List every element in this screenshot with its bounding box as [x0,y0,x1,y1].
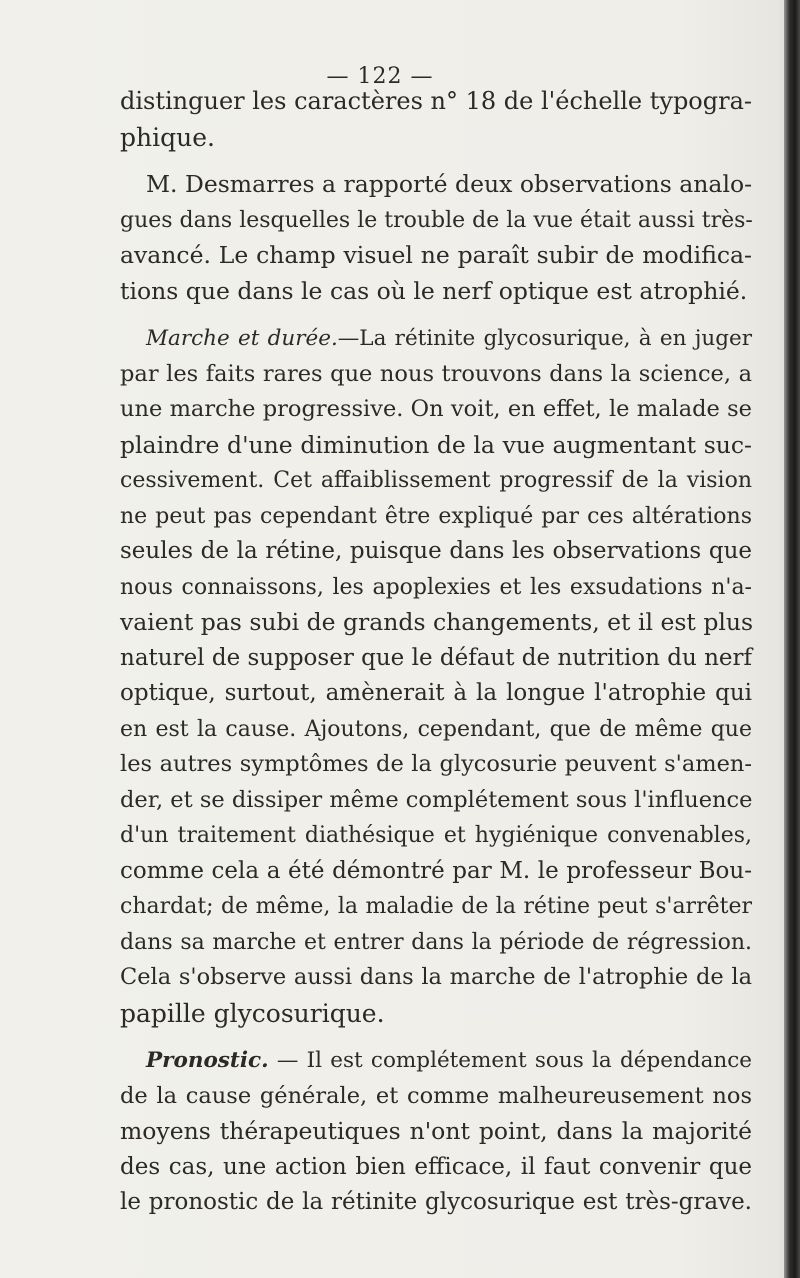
text-line: vaient pas subi de grands changements, et il est plus [120,608,754,636]
book-binding-edge [784,0,800,1278]
text-line: une marche progressive. On voit, en effet, le malade se [120,396,752,422]
text-line: le pronostic de la rétinite glycosurique est très-grave. [120,1189,752,1215]
text-line: moyens thérapeutiques n'ont point, dans la majorité [120,1117,752,1145]
text-line: plaindre d'une diminution de la vue augmentant suc- [120,430,752,459]
text-line: tions que dans le cas où le nerf optique est atrophié. [120,276,748,305]
section-heading-marche-et-duree: Marche et durée. [146,326,338,351]
text-line-rest: —La rétinite glycosurique, à en juger [337,326,752,351]
paragraph-pronostic [120,1043,752,1221]
text-line: Cela s'observe aussi dans la marche de l'atrophie de la [120,964,752,990]
text-line: par les faits rares que nous trouvons dans la science, a [120,360,752,387]
paragraph-marche-et-duree [120,321,752,1031]
text-line: der, et se dissiper même complétement sous l'influence [120,786,753,813]
body-text [120,84,752,1221]
text-line: de la cause générale, et comme malheureusement nos [120,1082,752,1109]
text-line-rest: — Il est complétement sous la dépendance [268,1048,752,1073]
text-line: des cas, une action bien efficace, il faut convenir que [120,1153,752,1180]
text-line [120,1043,752,1079]
text-line: distinguer les caractères n° 18 de l'échelle typogra- [120,87,753,115]
text-line: ne peut pas cependant être expliqué par ces altérations [120,503,752,529]
paragraph-desmarres [120,167,752,309]
text-line [120,321,752,357]
text-line: naturel de supposer que le défaut de nutrition du nerf [120,644,753,671]
text-line: cessivement. Cet affaiblissement progressif de la vision [120,468,752,493]
text-line: seules de la rétine, puisque dans les observations que [120,538,752,564]
text-line: gues dans lesquelles le trouble de la vue était aussi très- [120,207,753,233]
text-line: d'un traitement diathésique et hygiénique convenables, [120,823,752,848]
text-line: nous connaissons, les apoplexies et les exsudations n'a- [120,574,752,600]
page-number: — 122 — [326,64,434,89]
text-line: chardat; de même, la maladie de la rétine peut s'arrêter [120,894,752,919]
text-line: M. Desmarres a rapporté deux observations analo- [146,170,753,198]
text-line: papille glycosurique. [120,998,385,1028]
text-line: phique. [120,122,215,152]
section-heading-pronostic: Pronostic. [146,1048,269,1073]
text-line: dans sa marche et entrer dans la période de régression. [120,929,752,955]
text-line: optique, surtout, amènerait à la longue l'atrophie qui [120,680,752,706]
text-line: comme cela a été démontré par M. le professeur Bou- [120,857,752,884]
text-line: avancé. Le champ visuel ne paraît subir de modifica- [120,241,752,269]
paragraph-continuation [120,84,752,155]
text-line: en est la cause. Ajoutons, cependant, que de même que [120,716,752,742]
text-line: les autres symptômes de la glycosurie peuvent s'amen- [120,751,752,777]
